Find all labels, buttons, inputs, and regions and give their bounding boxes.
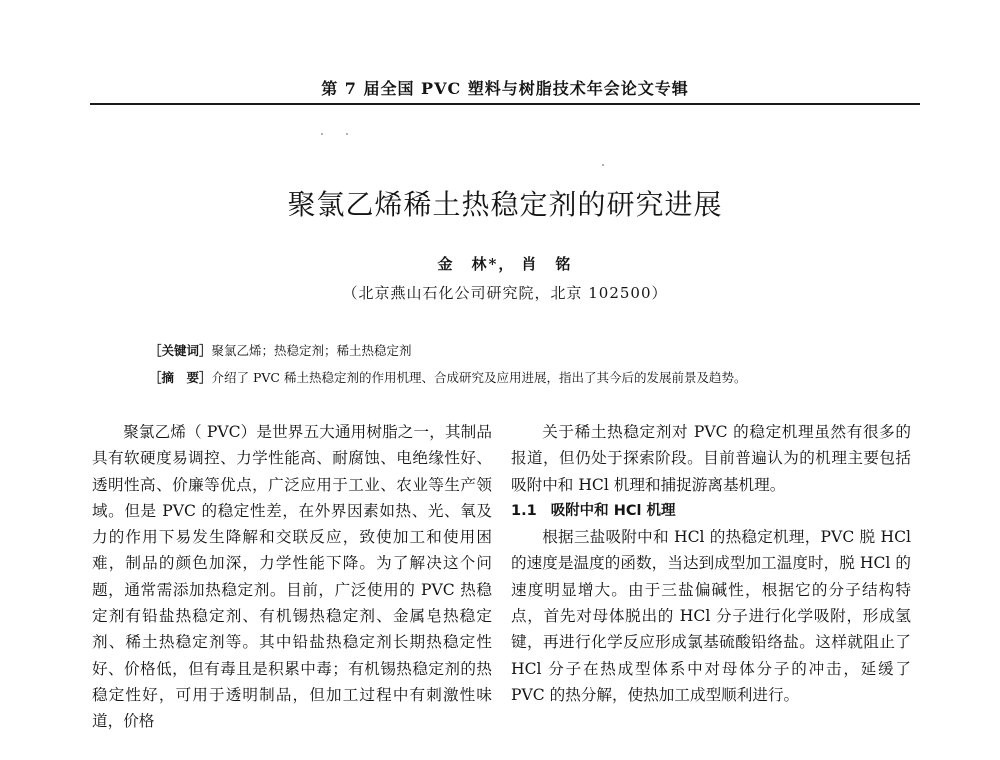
section-title: 吸附中和 HCl 机理 <box>550 502 676 519</box>
mechanism-intro-paragraph: 关于稀土热稳定剂对 PVC 的稳定机理虽然有很多的报道，但仍处于探索阶段。目前普遍认为的机理主要包括吸附中和 HCl 机理和捕捉游离基机理。 <box>511 423 911 494</box>
abstract-line <box>149 368 909 386</box>
keywords-line <box>149 341 909 359</box>
author-jin-lin: 金 林* <box>437 255 499 273</box>
section-heading-1-1 <box>511 498 911 524</box>
scan-speck <box>346 133 348 135</box>
running-header: 第 7 届全国 PVC 塑料与树脂技术年会论文专辑 <box>321 79 689 98</box>
author-xiao-ming: 肖 铭 <box>521 255 573 273</box>
left-column <box>92 419 492 735</box>
intro-paragraph: 聚氯乙烯（ PVC）是世界五大通用树脂之一，其制品具有软硬度易调控、力学性能高、耐腐蚀、电绝缘性好、透明性高、价廉等优点，广泛应用于工业、农业等生产领域。但是 PVC 的稳定性差，在外界因素如热、光、氧及力的作用下易发生降解和交联反应，致使加工和使用困难，制品的颜色加深，力学性能下降。为了解决这个问题，通常需添加热稳定剂。目前，广泛使用的 PVC 热稳定剂有铅盐热稳定剂、有机锡热稳定剂、金属皂热稳定剂、稀土热稳定剂等。其中铅盐热稳定剂长期热稳定性好、价格低，但有毒且是积累中毒；有机锡热稳定剂的热稳定性好，可用于透明制品，但加工过程中有刺激性味道，价格 <box>92 423 492 731</box>
affiliation: （北京燕山石化公司研究院，北京 102500） <box>342 284 668 302</box>
scan-speck <box>602 164 604 166</box>
section-1-1-paragraph: 根据三盐吸附中和 HCl 的热稳定机理，PVC 脱 HCl 的速度是温度的函数，当达到成型加工温度时，脱 HCl 的速度明显增大。由于三盐偏碱性，根据它的分子结构特点，首先对母体脱出的 HCl 分子进行化学吸附，形成氢键，再进行化学反应形成氯基硫酸铅络盐。这样就阻止了 HCl 分子在热成型体系中对母体分子的冲击，延缓了 PVC 的热分解，使热加工成型顺利进行。 <box>511 528 911 704</box>
author-line <box>90 253 920 274</box>
right-column <box>511 419 911 708</box>
author-separator: ， <box>498 255 516 273</box>
paper-title: 聚氯乙烯稀土热稳定剂的研究进展 <box>287 188 723 221</box>
section-number: 1.1 <box>511 502 537 519</box>
keywords-text: 聚氯乙烯；热稳定剂；稀土热稳定剂 <box>211 343 412 358</box>
header-rule <box>90 103 920 105</box>
abstract-label: ［摘 要］ <box>149 370 212 385</box>
scan-speck <box>321 133 323 135</box>
abstract-text: 介绍了 PVC 稀土热稳定剂的作用机理、合成研究及应用进展，指出了其今后的发展前景及趋势。 <box>211 370 747 385</box>
keywords-label: ［关键词］ <box>149 343 212 358</box>
